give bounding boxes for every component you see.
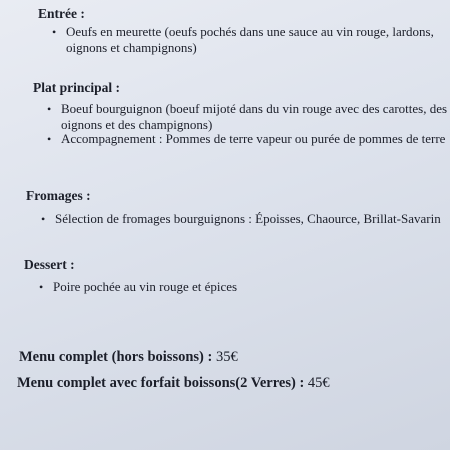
- price-value: 45€: [307, 375, 330, 391]
- price-line-hors-boissons: [19, 349, 238, 366]
- list-item-entree-1: [52, 24, 446, 56]
- item-text: Accompagnement : Pommes de terre vapeur ou purée de pommes de terre: [61, 131, 446, 146]
- section-title-dessert: Dessert :: [24, 257, 75, 272]
- list-item-fromages-1: [41, 211, 445, 227]
- list-item-dessert-1: [39, 279, 443, 295]
- price-line-forfait-boissons: [17, 375, 330, 392]
- price-label: Menu complet avec forfait boissons(2 Verres) :: [17, 375, 305, 391]
- item-text: Poire pochée au vin rouge et épices: [53, 279, 238, 294]
- bullet: •: [41, 212, 46, 226]
- section-title-entree: Entrée :: [38, 6, 85, 21]
- list-item-plat-2: [47, 131, 450, 147]
- item-text: Oeufs en meurette (oeufs pochés dans une sauce au vin rouge, lardons, oignons et champignons): [66, 24, 434, 55]
- bullet: •: [52, 25, 57, 39]
- item-text: Sélection de fromages bourguignons : Époisses, Chaource, Brillat-Savarin: [55, 211, 441, 226]
- bullet: •: [47, 132, 52, 146]
- bullet: •: [47, 102, 52, 116]
- price-label: Menu complet (hors boissons) :: [19, 349, 213, 365]
- bullet: •: [39, 280, 44, 294]
- price-value: 35€: [215, 349, 238, 365]
- list-item-plat-1: [47, 101, 450, 133]
- item-text: Boeuf bourguignon (boeuf mijoté dans du vin rouge avec des carottes, des oignons et des champignons): [61, 101, 448, 132]
- section-title-fromages: Fromages :: [26, 188, 91, 203]
- section-title-plat-principal: Plat principal :: [33, 80, 120, 95]
